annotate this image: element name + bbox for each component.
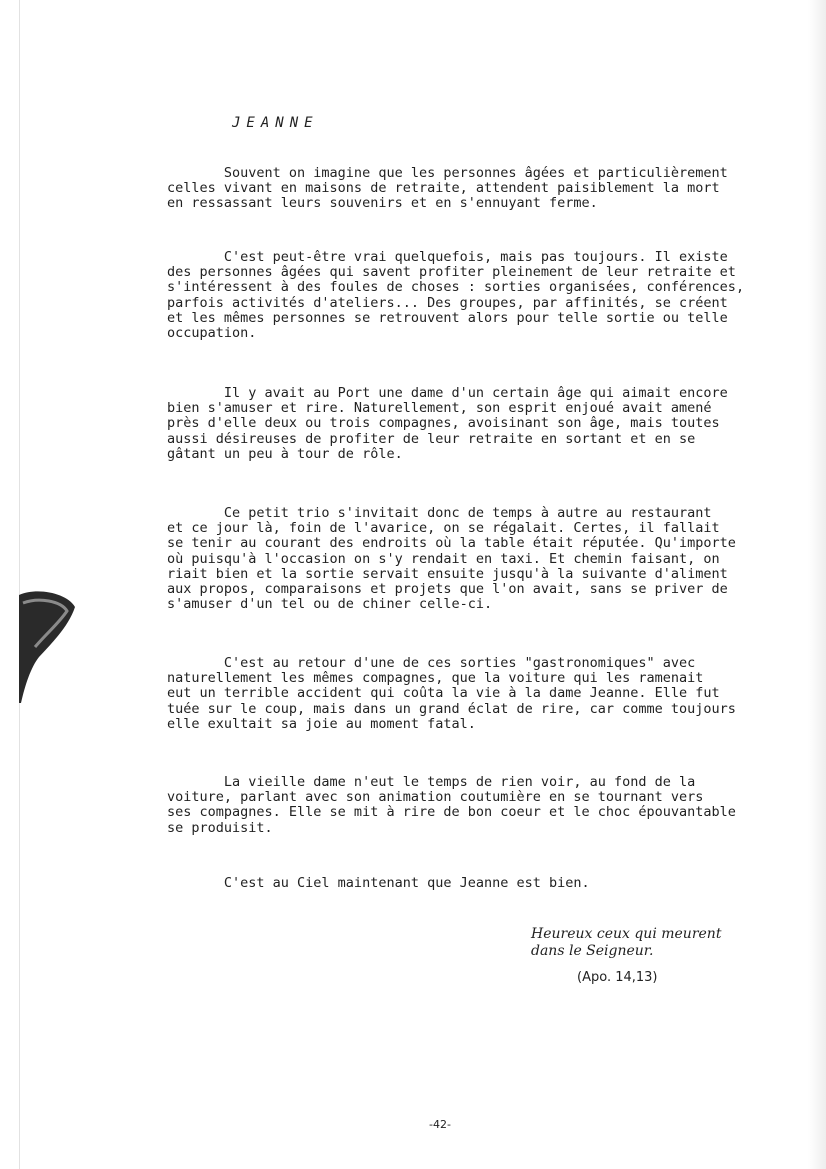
paragraph-4: Ce petit trio s'invitait donc de temps à autre au restaurant et ce jour là, foin de l'avarice, on se régalait. Certes, il fallait se tenir au courant des endroits où la table était réputée. Qu'importe où puisqu'à l'occasion on s'y rendait en taxi. Et chemin faisant, on riait bien et la sortie servait ensuite jusqu'à la suivante d'aliment aux propos, comparaisons et projets que l'on avait, sans se priver de s'amuser d'un tel ou de chiner celle-ci. [167, 505, 736, 613]
paragraph-6: La vieille dame n'eut le temps de rien voir, au fond de la voiture, parlant avec son animation coutumière en se tournant vers ses compagnes. Elle se mit à rire de bon coeur et le choc épouvantable se produisit. [167, 774, 736, 836]
paragraph-7: C'est au Ciel maintenant que Jeanne est bien. [167, 875, 590, 891]
paragraph-5: C'est au retour d'une de ces sorties "gastronomiques" avec naturellement les mêmes compagnes, que la voiture qui les ramenait eut un terrible accident qui coûta la vie à la dame Jeanne. Elle fut tuée sur le coup, mais dans un grand éclat de rire, car comme toujours elle exultait sa joie au moment fatal. [167, 655, 736, 732]
scan-artifact [17, 585, 77, 705]
quote-line-2: dans le Seigneur. [531, 943, 654, 959]
paragraph-3: Il y avait au Port une dame d'un certain âge qui aimait encore bien s'amuser et rire. Naturellement, son esprit enjoué avait amené près d'elle deux ou trois compagnes, avoisinant son âge, mais toutes aussi désireuses de profiter de leur retraite en sortant et en se gâtant un peu à tour de rôle. [167, 385, 728, 462]
right-edge-shadow [808, 0, 826, 1169]
quote-reference: (Apo. 14,13) [577, 970, 658, 985]
paragraph-1: Souvent on imagine que les personnes âgées et particulièrement celles vivant en maisons de retraite, attendent paisiblement la mort en ressassant leurs souvenirs et en s'ennuyant ferme. [167, 165, 728, 212]
paragraph-2: C'est peut-être vrai quelquefois, mais pas toujours. Il existe des personnes âgées qui savent profiter pleinement de leur retraite et s'intéressent à des foules de choses : sorties organisées, conférences, parfois activités d'ateliers... Des groupes, par affinités, se créent et les mêmes personnes se retrouvent alors pour telle sortie ou telle occupation. [167, 249, 745, 342]
quote-line-1: Heureux ceux qui meurent [531, 926, 722, 942]
bible-quote [531, 926, 721, 960]
document-title: JEANNE [232, 115, 319, 131]
page-number: -42- [429, 1118, 451, 1131]
